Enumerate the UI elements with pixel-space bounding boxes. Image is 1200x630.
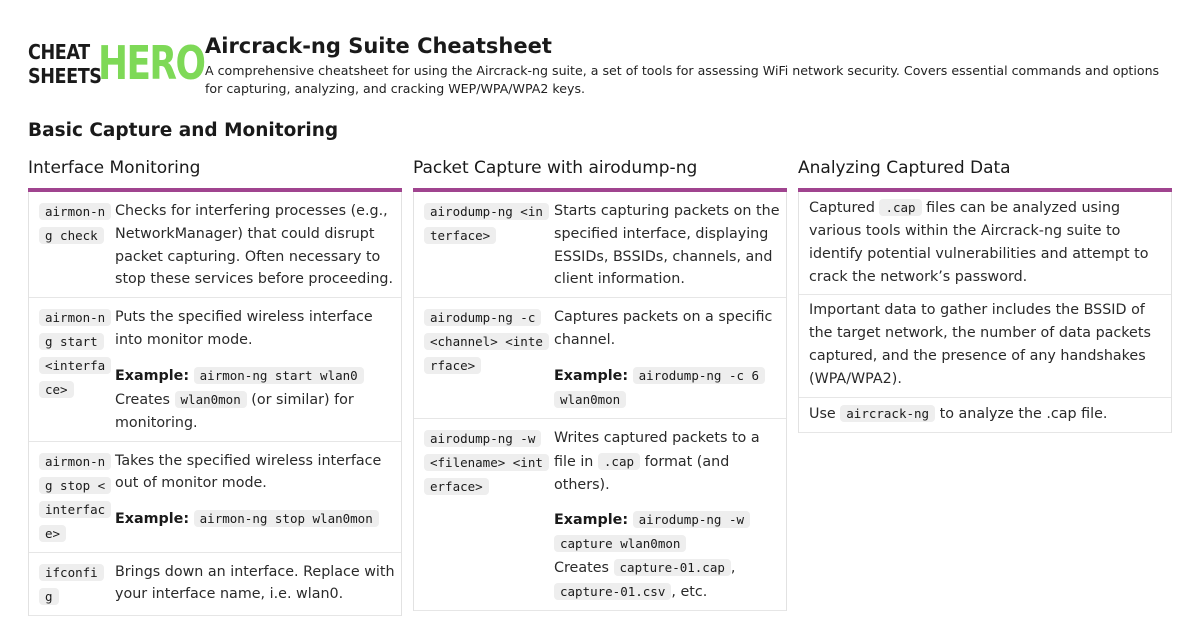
command-description: Captures packets on a specific channel.	[554, 309, 773, 348]
command-code[interactable]: airmon-ng start <interface>	[39, 309, 111, 398]
page-description: A comprehensive cheatsheet for using the Aircrack-ng suite, a set of tools for assessing WiFi network security. Covers essential commands and options for capturing, analyzing, and cracking WEP/WPA/WPA2 keys.	[205, 63, 1160, 96]
text-pre: Captured	[809, 200, 875, 216]
example	[115, 507, 395, 531]
example-note-pre: Creates	[554, 560, 609, 577]
command-description: Brings down an interface. Replace with your interface name, i.e. wlan0.	[115, 563, 395, 603]
list-item: Important data to gather includes the BSSID of the target network, the number of data packets captured, and the presence of any handshakes (WPA/WPA2).	[799, 295, 1171, 397]
command-code[interactable]: airodump-ng <interface>	[424, 203, 549, 244]
description-code[interactable]: .cap	[598, 453, 640, 470]
example	[115, 364, 395, 435]
table-row	[29, 298, 401, 441]
command-description: Starts capturing packets on the specified interface, displaying ESSIDs, BSSIDs, channels, and client information.	[554, 203, 780, 288]
example-note-code[interactable]: capture-01.csv	[554, 583, 671, 600]
inline-code[interactable]: aircrack-ng	[840, 405, 935, 422]
column-interface-monitoring	[28, 158, 402, 616]
example-note-pre: Creates	[115, 391, 170, 408]
inline-code[interactable]: .cap	[879, 199, 921, 216]
table-row	[29, 553, 401, 616]
column-title: Packet Capture with airodump-ng	[413, 158, 787, 192]
table-row	[29, 192, 401, 298]
example-note-separator: ,	[730, 560, 736, 577]
section-title: Basic Capture and Monitoring	[28, 120, 339, 141]
table-row	[414, 192, 786, 298]
example-label: Example:	[554, 512, 629, 529]
table-row	[414, 298, 786, 419]
command-code[interactable]: airodump-ng -w <filename> <interface>	[424, 430, 549, 495]
description-post: format (and others).	[554, 453, 730, 493]
command-description: Puts the specified wireless interface into monitor mode.	[115, 309, 373, 348]
example	[554, 364, 780, 412]
logo-text-sheets: SHEETS	[28, 64, 102, 88]
table-row	[414, 419, 786, 612]
command-code[interactable]: airmon-ng stop <interface>	[39, 453, 111, 542]
command-description: Checks for interfering processes (e.g., NetworkManager) that could disrupt packet capturing. Often necessary to stop these services before proceeding.	[115, 203, 394, 288]
column-packet-capture	[413, 158, 787, 611]
list-item	[799, 192, 1171, 295]
example-note-code[interactable]: wlan0mon	[175, 391, 247, 408]
example-note-code[interactable]: capture-01.cap	[614, 559, 731, 576]
command-code[interactable]: ifconfig	[39, 564, 104, 605]
example-code[interactable]: airmon-ng start wlan0	[194, 367, 364, 384]
example-code[interactable]: airodump-ng -w capture wlan0mon	[554, 511, 750, 552]
command-description: Takes the specified wireless interface out of monitor mode.	[115, 452, 382, 492]
command-code[interactable]: airmon-ng check	[39, 203, 111, 244]
list-item	[799, 398, 1171, 433]
command-description	[554, 427, 780, 497]
table-row	[29, 442, 401, 553]
example-label: Example:	[115, 511, 190, 528]
page-title: Aircrack-ng Suite Cheatsheet	[205, 34, 552, 58]
logo-text-hero: HERO	[98, 36, 205, 90]
example-note-post: , etc.	[671, 584, 708, 601]
text-post: to analyze the .cap file.	[939, 405, 1108, 422]
command-code[interactable]: airodump-ng -c <channel> <interface>	[424, 309, 549, 374]
text-post: files can be analyzed using various tools within the Aircrack-ng suite to identify potential vulnerabilities and attempt to crack the network’s password.	[809, 200, 1149, 285]
example-label: Example:	[115, 367, 190, 384]
example-code[interactable]: airodump-ng -c 6 wlan0mon	[554, 367, 765, 408]
logo-text-cheat: CHEAT	[28, 40, 90, 64]
example	[554, 508, 780, 604]
page-header	[28, 34, 1178, 98]
example-note-post: (or similar) for monitoring.	[115, 391, 354, 431]
column-analyzing-data	[798, 158, 1172, 433]
cheatsheets-hero-logo[interactable]	[28, 36, 205, 94]
column-title: Analyzing Captured Data	[798, 158, 1172, 192]
text-pre: Use	[809, 405, 836, 422]
column-title: Interface Monitoring	[28, 158, 402, 192]
example-code[interactable]: airmon-ng stop wlan0mon	[194, 510, 379, 527]
example-label: Example:	[554, 367, 629, 384]
description-pre: Writes captured packets to a file in	[554, 429, 760, 470]
